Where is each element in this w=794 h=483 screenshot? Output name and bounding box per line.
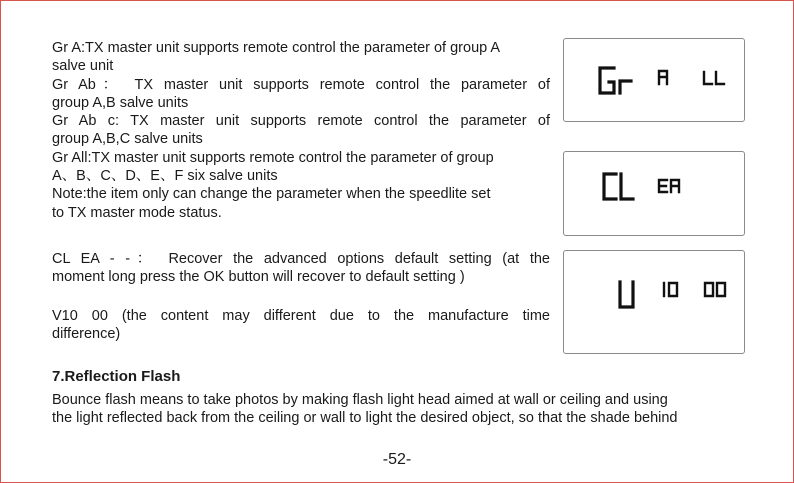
text-line: Gr All:TX master unit supports remote control the parameter of group xyxy=(52,149,494,166)
text-line: group A,B,C salve units xyxy=(52,131,203,148)
lcd-glyph-r xyxy=(620,81,631,93)
text-line: to TX master mode status. xyxy=(52,204,222,221)
lcd-glyph-A xyxy=(659,71,667,84)
bounce-flash-paragraph xyxy=(52,391,752,428)
lcd-segment-graphic xyxy=(564,39,744,121)
text-line: salve unit xyxy=(52,58,114,75)
text-line: V10 00 (the content may different due to the manufacture time xyxy=(52,308,550,324)
lcd-glyph-0 xyxy=(705,283,713,296)
lcd-display-clear xyxy=(563,151,745,236)
text-line: CL EA - -： Recover the advanced options default setting (at the xyxy=(52,251,550,267)
lcd-glyph-A xyxy=(671,180,679,192)
text-line: group A,B salve units xyxy=(52,94,189,111)
text-line: moment long press the OK button will recover to default setting ) xyxy=(52,269,465,286)
text-line: the light reflected back from the ceiling or wall to light the desired object, so that the shade behind xyxy=(52,410,678,427)
text-line: Gr A:TX master unit supports remote control the parameter of group A xyxy=(52,40,501,56)
lcd-display-group-all xyxy=(563,38,745,122)
lcd-glyph-L xyxy=(704,72,712,84)
version-description xyxy=(52,307,550,344)
text-line: difference) xyxy=(52,326,121,343)
group-description xyxy=(52,39,550,222)
lcd-glyph-L xyxy=(621,174,633,199)
lcd-segment-graphic xyxy=(564,152,744,235)
reset-description xyxy=(52,250,550,287)
lcd-glyph-E xyxy=(659,180,667,192)
lcd-glyph-C xyxy=(604,174,616,199)
text-line: Bounce flash means to take photos by making flash light head aimed at wall or ceiling and using xyxy=(52,392,668,408)
text-line: Note:the item only can change the parameter when the speedlite set xyxy=(52,186,491,203)
lcd-segment-graphic xyxy=(564,251,744,353)
text-line: Gr Ab： TX master unit supports remote control the parameter of xyxy=(52,76,550,93)
text-line: Gr Ab c: TX master unit supports remote control the parameter of xyxy=(52,113,550,130)
lcd-glyph-U xyxy=(620,282,633,307)
lcd-glyph-L xyxy=(716,72,724,84)
page-number: -52- xyxy=(382,451,412,468)
lcd-glyph-0 xyxy=(669,283,677,296)
lcd-glyph-G xyxy=(600,68,614,93)
text-line: A、B、C、D、E、F six salve units xyxy=(52,168,278,185)
lcd-display-version xyxy=(563,250,745,354)
lcd-glyph-0 xyxy=(717,283,725,296)
section-heading: 7.Reflection Flash xyxy=(52,368,181,385)
